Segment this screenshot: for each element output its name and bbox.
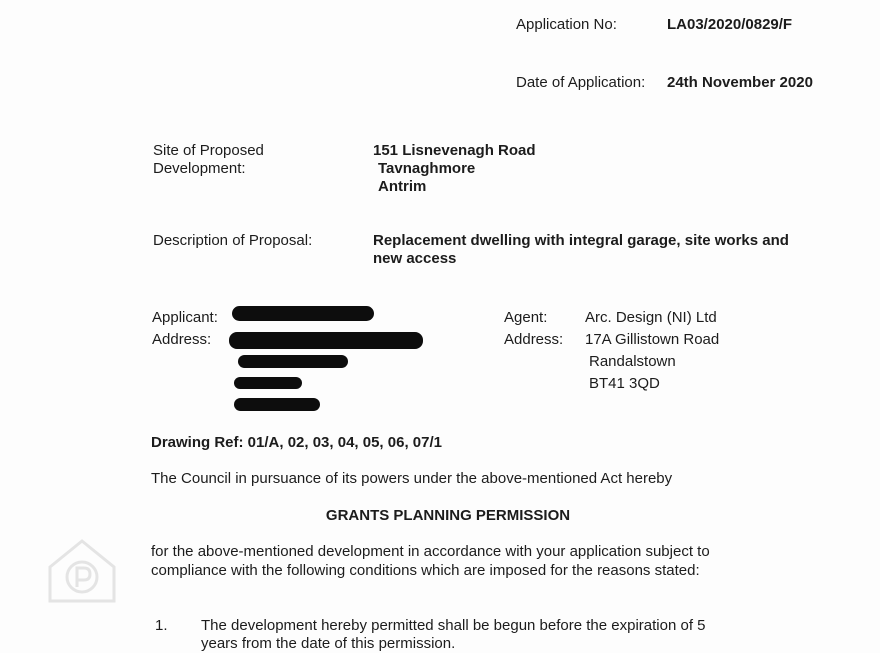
redaction-bar: [232, 306, 374, 321]
condition-text-line: years from the date of this permission.: [201, 635, 456, 652]
site-label-line2: Development:: [153, 160, 246, 177]
watermark-logo-icon: [44, 537, 120, 605]
redaction-bar: [234, 398, 320, 411]
applicant-address-label: Address:: [152, 331, 212, 348]
application-no-value: LA03/2020/0829/F: [667, 16, 793, 33]
redaction-bar: [234, 377, 302, 389]
grant-heading: GRANTS PLANNING PERMISSION: [325, 507, 571, 524]
site-label-line1: Site of Proposed: [153, 142, 264, 159]
site-address-line: 151 Lisnevenagh Road: [373, 142, 536, 159]
agent-address-line: 17A Gillistown Road: [585, 331, 720, 348]
agent-address-line: Randalstown: [589, 353, 676, 370]
body-paragraph-line: compliance with the following conditions which are imposed for the reasons stated:: [151, 562, 700, 579]
redaction-bar: [238, 355, 348, 368]
applicant-label: Applicant:: [152, 309, 218, 326]
description-line: new access: [373, 250, 457, 267]
drawing-ref: Drawing Ref: 01/A, 02, 03, 04, 05, 06, 07/1: [151, 434, 442, 451]
condition-text-line: The development hereby permitted shall be begun before the expiration of 5: [201, 617, 706, 634]
application-no-label: Application No:: [516, 16, 617, 33]
body-paragraph-line: for the above-mentioned development in accordance with your application subject to: [151, 543, 710, 560]
description-line: Replacement dwelling with integral garage, site works and: [373, 232, 789, 249]
agent-address-label: Address:: [504, 331, 564, 348]
condition-number: 1.: [155, 617, 168, 634]
description-label: Description of Proposal:: [153, 232, 313, 249]
agent-label: Agent:: [504, 309, 548, 326]
date-of-application-label: Date of Application:: [516, 74, 646, 91]
redaction-bar: [229, 332, 423, 349]
site-address-line: Tavnaghmore: [378, 160, 476, 177]
date-of-application-value: 24th November 2020: [667, 74, 813, 91]
intro-text: The Council in pursuance of its powers under the above-mentioned Act hereby: [151, 470, 673, 487]
agent-name: Arc. Design (NI) Ltd: [585, 309, 717, 326]
agent-address-line: BT41 3QD: [589, 375, 660, 392]
site-address-line: Antrim: [378, 178, 427, 195]
